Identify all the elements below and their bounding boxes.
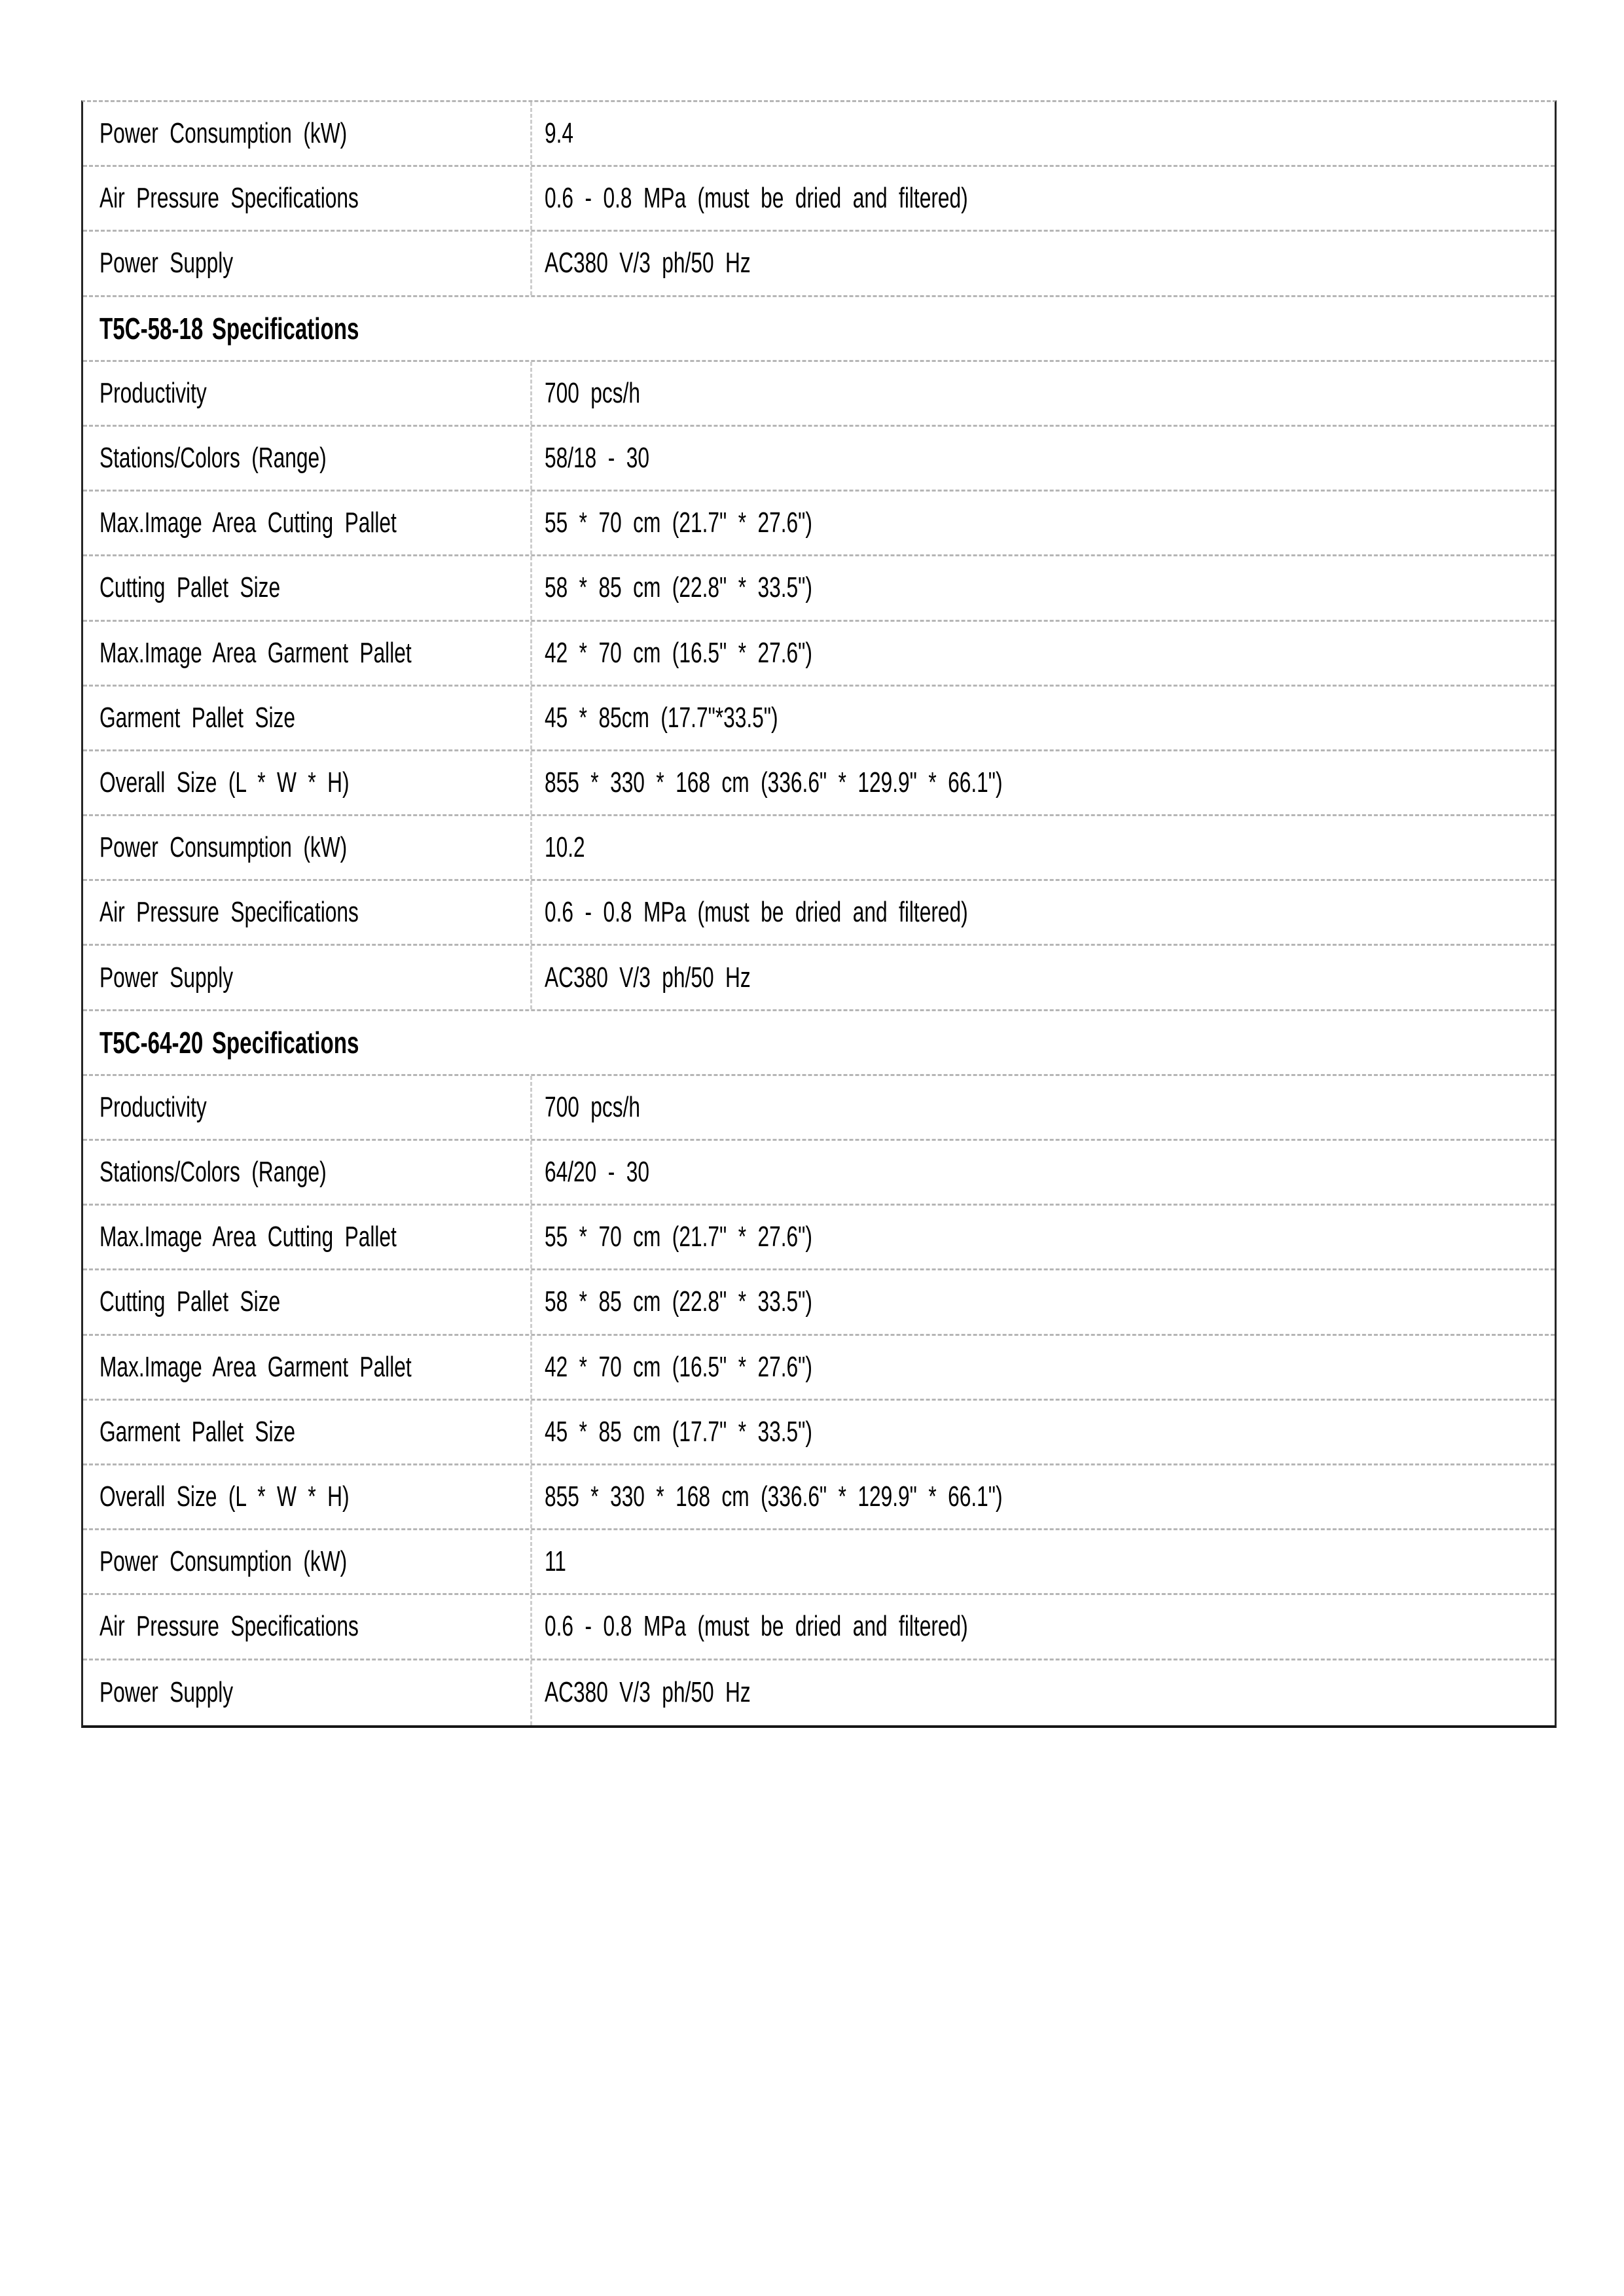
- table-row: [83, 1076, 1555, 1141]
- table-row: [83, 427, 1555, 492]
- section-header-cell: [83, 297, 1555, 360]
- spec-value: 0.6 - 0.8 MPa (must be dried and filtered): [545, 896, 968, 929]
- spec-label: Power Supply: [99, 247, 234, 279]
- spec-label: Productivity: [99, 376, 207, 409]
- spec-value: 55 * 70 cm (21.7" * 27.6"): [545, 1221, 812, 1253]
- spec-label: Max.Image Area Garment Pallet: [99, 1350, 412, 1383]
- spec-label-cell: [83, 492, 530, 554]
- spec-value: AC380 V/3 ph/50 Hz: [545, 961, 751, 994]
- table-row: [83, 1336, 1555, 1401]
- spec-value-cell: [530, 1401, 1555, 1463]
- table-row: [83, 232, 1555, 296]
- table-row: [83, 622, 1555, 687]
- spec-label: Air Pressure Specifications: [99, 182, 359, 215]
- spec-value: 10.2: [545, 831, 585, 864]
- table-row: [83, 556, 1555, 621]
- spec-value: 700 pcs/h: [545, 376, 641, 409]
- spec-label: Air Pressure Specifications: [99, 896, 359, 929]
- spec-label-cell: [83, 1530, 530, 1593]
- spec-value-cell: [530, 427, 1555, 490]
- spec-value: 855 * 330 * 168 cm (336.6" * 129.9" * 66.1"): [545, 1480, 1003, 1513]
- table-row: [83, 816, 1555, 881]
- spec-value: 0.6 - 0.8 MPa (must be dried and filtered): [545, 182, 968, 215]
- spec-value: 0.6 - 0.8 MPa (must be dried and filtered): [545, 1610, 968, 1643]
- spec-label: Cutting Pallet Size: [99, 1285, 281, 1318]
- spec-value-cell: [530, 1270, 1555, 1333]
- spec-label-cell: [83, 1595, 530, 1658]
- spec-value: AC380 V/3 ph/50 Hz: [545, 247, 751, 279]
- spec-label: Air Pressure Specifications: [99, 1610, 359, 1643]
- table-row: [83, 1595, 1555, 1660]
- spec-value: 64/20 - 30: [545, 1156, 649, 1189]
- spec-label: Power Consumption (kW): [99, 117, 348, 150]
- spec-label-cell: [83, 1336, 530, 1399]
- spec-value-cell: [530, 492, 1555, 554]
- spec-label: Productivity: [99, 1090, 207, 1123]
- spec-label-cell: [83, 1465, 530, 1528]
- spec-label: Power Consumption (kW): [99, 1545, 348, 1578]
- spec-value-cell: [530, 1660, 1555, 1725]
- spec-label-cell: [83, 427, 530, 490]
- spec-value: 58/18 - 30: [545, 442, 649, 475]
- spec-label-cell: [83, 1401, 530, 1463]
- spec-label-cell: [83, 687, 530, 749]
- spec-label: Power Consumption (kW): [99, 831, 348, 864]
- table-row: [83, 881, 1555, 946]
- spec-label-cell: [83, 816, 530, 879]
- spec-label: Max.Image Area Garment Pallet: [99, 636, 412, 669]
- spec-label: Max.Image Area Cutting Pallet: [99, 507, 397, 539]
- spec-label-cell: [83, 1076, 530, 1139]
- spec-value-cell: [530, 622, 1555, 685]
- section-header-cell: [83, 1011, 1555, 1074]
- spec-value-cell: [530, 556, 1555, 619]
- spec-value: 55 * 70 cm (21.7" * 27.6"): [545, 507, 812, 539]
- spec-value-cell: [530, 1076, 1555, 1139]
- spec-value-cell: [530, 816, 1555, 879]
- spec-label-cell: [83, 102, 530, 165]
- spec-label: Power Supply: [99, 1676, 234, 1709]
- spec-value-cell: [530, 1336, 1555, 1399]
- spec-label-cell: [83, 946, 530, 1009]
- spec-label-cell: [83, 1141, 530, 1204]
- spec-value: 45 * 85cm (17.7"*33.5"): [545, 701, 778, 734]
- table-row: [83, 362, 1555, 427]
- spec-table: [81, 100, 1557, 1728]
- spec-label: Stations/Colors (Range): [99, 442, 327, 475]
- spec-value-cell: [530, 362, 1555, 425]
- table-row: [83, 1270, 1555, 1335]
- spec-label-cell: [83, 556, 530, 619]
- spec-value-cell: [530, 946, 1555, 1009]
- spec-value: 58 * 85 cm (22.8" * 33.5"): [545, 1285, 812, 1318]
- spec-value-cell: [530, 687, 1555, 749]
- section-header-row: [83, 1011, 1555, 1076]
- table-row: [83, 1530, 1555, 1595]
- spec-label: Overall Size (L * W * H): [99, 766, 350, 798]
- spec-label-cell: [83, 1206, 530, 1268]
- spec-label-cell: [83, 1660, 530, 1725]
- spec-label-cell: [83, 232, 530, 295]
- spec-value-cell: [530, 102, 1555, 165]
- table-row: [83, 1401, 1555, 1465]
- spec-value-cell: [530, 1465, 1555, 1528]
- spec-value: 11: [545, 1545, 566, 1578]
- table-row: [83, 167, 1555, 232]
- spec-label-cell: [83, 1270, 530, 1333]
- table-row: [83, 687, 1555, 751]
- spec-label-cell: [83, 167, 530, 230]
- table-row: [83, 1206, 1555, 1270]
- table-row: [83, 492, 1555, 556]
- spec-value-cell: [530, 1595, 1555, 1658]
- spec-label: Overall Size (L * W * H): [99, 1480, 350, 1513]
- section-header: T5C-64-20 Specifications: [99, 1025, 359, 1060]
- spec-label: Stations/Colors (Range): [99, 1156, 327, 1189]
- spec-value: 9.4: [545, 117, 574, 150]
- spec-value: 42 * 70 cm (16.5" * 27.6"): [545, 636, 812, 669]
- spec-value: 700 pcs/h: [545, 1090, 641, 1123]
- table-row: [83, 751, 1555, 816]
- table-row: [83, 102, 1555, 167]
- spec-label-cell: [83, 881, 530, 944]
- spec-value-cell: [530, 751, 1555, 814]
- spec-value-cell: [530, 1141, 1555, 1204]
- spec-value-cell: [530, 1530, 1555, 1593]
- spec-value: 45 * 85 cm (17.7" * 33.5"): [545, 1415, 812, 1448]
- spec-value-cell: [530, 1206, 1555, 1268]
- table-row: [83, 946, 1555, 1011]
- table-row: [83, 1660, 1555, 1725]
- spec-label: Garment Pallet Size: [99, 1415, 296, 1448]
- spec-label: Power Supply: [99, 961, 234, 994]
- section-header-row: [83, 297, 1555, 362]
- spec-value: 58 * 85 cm (22.8" * 33.5"): [545, 571, 812, 604]
- spec-label: Cutting Pallet Size: [99, 571, 281, 604]
- spec-value-cell: [530, 881, 1555, 944]
- spec-value: 42 * 70 cm (16.5" * 27.6"): [545, 1350, 812, 1383]
- table-row: [83, 1141, 1555, 1206]
- spec-label: Garment Pallet Size: [99, 701, 296, 734]
- spec-label-cell: [83, 362, 530, 425]
- spec-label-cell: [83, 622, 530, 685]
- spec-label: Max.Image Area Cutting Pallet: [99, 1221, 397, 1253]
- section-header: T5C-58-18 Specifications: [99, 311, 359, 346]
- spec-label-cell: [83, 751, 530, 814]
- spec-value-cell: [530, 232, 1555, 295]
- table-row: [83, 1465, 1555, 1530]
- spec-value: 855 * 330 * 168 cm (336.6" * 129.9" * 66.1"): [545, 766, 1003, 798]
- spec-value-cell: [530, 167, 1555, 230]
- spec-value: AC380 V/3 ph/50 Hz: [545, 1676, 751, 1709]
